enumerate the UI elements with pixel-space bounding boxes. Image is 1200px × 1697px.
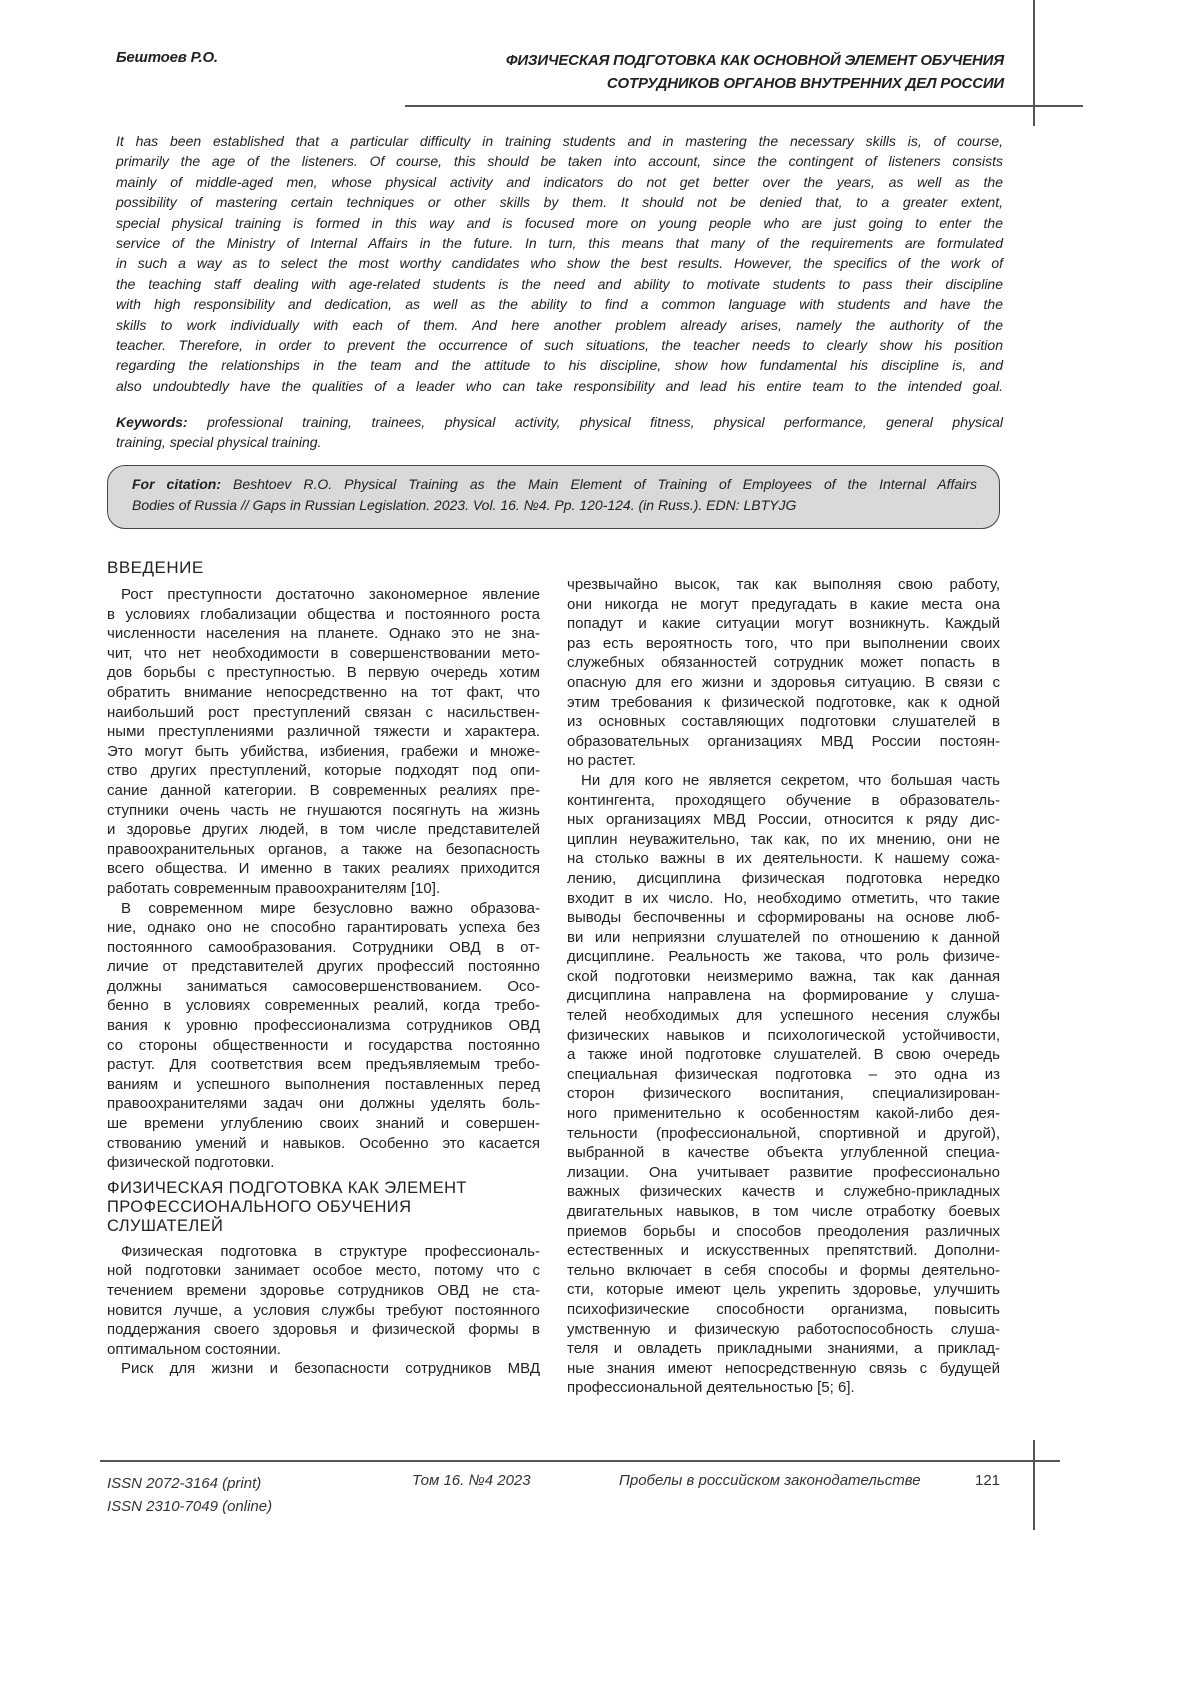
text-line: на столько важны в их деятельности. К нашему сожа- [567,849,1000,869]
journal-name: Пробелы в российском законодательстве [619,1472,921,1489]
text-line: with high responsibility and dedication, as well as the ability to find a common language with students and have the [116,294,1003,314]
text-line: вания к уровню профессионализма сотрудников ОВД [107,1016,540,1036]
text-line: приемов борьбы и способов преодоления различных [567,1222,1000,1242]
text-line: сторон физического воспитания, специализирован- [567,1084,1000,1104]
header-rule [405,105,1083,107]
text-line: лизации. Она учитывает развитие профессионально [567,1163,1000,1183]
text-line: in such a way as to select the most worthy candidates who show the best results. However, the specifics of the work of [116,253,1003,273]
text-line: ство других преступлений, которые подходят под опи- [107,761,540,781]
text-line: правоохранительных органов, а также на безопасность [107,840,540,860]
text-line: сание данной категории. В современных реалиях пре- [107,781,540,801]
text-line: ви или неприязни слушателей по отношению к данной [567,928,1000,948]
text-line: опасную для его жизни и здоровья ситуацию. В связи с [567,673,1000,693]
text-line: образовательных организациях МВД России постоян- [567,732,1000,752]
text-line: из основных составляющих подготовки слушателей в [567,712,1000,732]
keywords [116,412,1003,453]
text-line: special physical training is formed in this way and is focused more on young people who are just going to enter the [116,213,1003,233]
text-line: циплин неуважительно, так как, по их мнению, они не [567,830,1000,850]
text-line: чит, что нет необходимости в совершенствовании мето- [107,644,540,664]
text-line: possibility of mastering certain techniques or other skills by them. It should not be denied that, to a greater extent, [116,192,1003,212]
running-author: Бештоев Р.О. [116,49,218,66]
text-line: и здоровье других людей, в том числе представителей [107,820,540,840]
text-line: психофизические способности организма, повысить [567,1300,1000,1320]
text-line: контингента, проходящего обучение в образователь- [567,791,1000,811]
text-line: also undoubtedly have the qualities of a leader who can take responsibility and lead his entire team to the intended goal. [116,376,1003,396]
text-line: ного применительно к особенностям какой-либо дея- [567,1104,1000,1124]
text-line: тельно включает в себя способы и формы деятельно- [567,1261,1000,1281]
heading-line: ФИЗИЧЕСКАЯ ПОДГОТОВКА КАК ЭЛЕМЕНТ [107,1179,540,1198]
issn-online: ISSN 2310-7049 (online) [107,1495,272,1518]
text-line: важных физических качеств и служебно-прикладных [567,1182,1000,1202]
keywords-text: professional training, trainees, physical activity, physical fitness, physical performance, general physical [188,414,1003,430]
text-line: mainly of middle-aged men, whose physical activity and indicators do not get better over the years, as well as the [116,172,1003,192]
citation-box [107,465,1000,529]
text-line: растут. Для соответствия всем предъявляемым требо- [107,1055,540,1075]
text-line: primarily the age of the listeners. Of course, this should be taken into account, since the contingent of listeners consists [116,151,1003,171]
text-line: Ни для кого не является секретом, что большая часть [567,771,1000,791]
page-number: 121 [975,1472,1000,1489]
text-line: ской подготовки неизмеримо важна, так как данная [567,967,1000,987]
citation-text: Beshtoev R.O. Physical Training as the Main Element of Training of Employees of the Internal Affairs [221,476,977,492]
running-title-line: ФИЗИЧЕСКАЯ ПОДГОТОВКА КАК ОСНОВНОЙ ЭЛЕМЕНТ ОБУЧЕНИЯ [506,49,1004,72]
running-title-line: СОТРУДНИКОВ ОРГАНОВ ВНУТРЕННИХ ДЕЛ РОССИИ [506,72,1004,95]
text-line: ние, однако оно не способно гарантировать успеха без [107,918,540,938]
paragraph [567,575,1000,771]
text-line: телей необходимых для успешного несения службы [567,1006,1000,1026]
text-line: профессиональной деятельностью [5; 6]. [567,1378,1000,1398]
text-line: ступники очень часть не гнушаются посягнуть на жизнь [107,801,540,821]
text-line: естественных и искусственных препятствий. Дополни- [567,1241,1000,1261]
text-line: дисциплина направлена на формирование у слуша- [567,986,1000,1006]
footer-vertical-rule [1033,1440,1035,1530]
text-line: дов борьбы с преступностью. В первую очередь хотим [107,663,540,683]
text-line: правоохранителями задач они должны уделять боль- [107,1094,540,1114]
text-line: выводы беспочвенны и сформированы на основе люб- [567,908,1000,928]
text-line: service of the Ministry of Internal Affairs in the future. In turn, this means that many of the requirements are formulated [116,233,1003,253]
text-line: сти, которые имеют цель укрепить здоровье, улучшить [567,1280,1000,1300]
text-line: всего общества. И именно в таких реалиях приходится [107,859,540,879]
text-line: работать современным правоохранителям [10]. [107,879,540,899]
section-heading [107,1179,540,1236]
text-line: постоянного самообразования. Сотрудники ОВД в от- [107,938,540,958]
text-line: тельности (профессиональной, спортивной и другой), [567,1124,1000,1144]
text-line: со стороны общественности и государства постоянно [107,1036,540,1056]
text-line: поддержания своего здоровья и физической формы в [107,1320,540,1340]
text-line: It has been established that a particular difficulty in training students and in mastering the necessary skills is, of course, [116,131,1003,151]
text-line: оптимальном состоянии. [107,1340,540,1360]
text-line: в условиях глобализации общества и постоянного роста [107,605,540,625]
text-line: Это могут быть убийства, избиения, грабежи и множе- [107,742,540,762]
abstract [116,131,1003,396]
issn-print: ISSN 2072-3164 (print) [107,1472,272,1495]
paragraph [107,1242,540,1360]
paragraph [107,899,540,1173]
text-line: умственную и физическую работоспособность слуша- [567,1320,1000,1340]
text-line: численности населения на планете. Однако это не зна- [107,624,540,644]
text-line: обратить внимание непосредственно на тот факт, что [107,683,540,703]
right-column [567,575,1000,1398]
heading-line: ПРОФЕССИОНАЛЬНОГО ОБУЧЕНИЯ [107,1198,540,1217]
running-title [506,49,1004,95]
text-line: физических навыков и психологической устойчивости, [567,1026,1000,1046]
text-line: ствованию умений и навыков. Особенно это касается [107,1134,540,1154]
keywords-text: training, special physical training. [116,432,1003,452]
text-line: теля и овладеть прикладными знаниями, а приклад- [567,1339,1000,1359]
text-line: новится лучше, а условия службы требуют постоянного [107,1301,540,1321]
text-line: но растет. [567,751,1000,771]
text-line: teacher. Therefore, in order to prevent the occurrence of such situations, the teacher needs to clearly show his position [116,335,1003,355]
text-line: дисциплине. Реальность же такова, что роль физиче- [567,947,1000,967]
paragraph [107,1359,540,1379]
text-line: течением времени здоровье сотрудников ОВД не ста- [107,1281,540,1301]
keywords-label: Keywords: [116,414,188,430]
section-heading [107,558,540,577]
issue-info: Том 16. №4 2023 [412,1472,531,1489]
header-vertical-rule [1033,0,1035,126]
text-line: ными преступлениями различной тяжести и характера. [107,722,540,742]
text-line: физической подготовки. [107,1153,540,1173]
text-line: личие от представителей других профессий постоянно [107,957,540,977]
heading-line: ВВЕДЕНИЕ [107,558,540,577]
issn-block [107,1472,272,1518]
text-line: Физическая подготовка в структуре профессиональ- [107,1242,540,1262]
text-line: должны заниматься самосовершенствованием. Осо- [107,977,540,997]
text-line: Риск для жизни и безопасности сотрудников МВД [107,1359,540,1379]
text-line: skills to work individually with each of them. And here another problem already arises, namely the authority of the [116,315,1003,335]
text-line: двигательных навыков, в том числе отработку боевых [567,1202,1000,1222]
text-line: выбранной в качестве объекта углубленной специа- [567,1143,1000,1163]
left-column [107,558,540,1379]
paragraph [107,585,540,899]
text-line: лению, дисциплина физическая подготовка нередко [567,869,1000,889]
text-line: the teaching staff dealing with age-related students is the need and ability to motivate students to pass their discipline [116,274,1003,294]
footer-rule [100,1460,1060,1462]
text-line: regarding the relationships in the team and the attitude to his discipline, show how fundamental his discipline is, and [116,355,1003,375]
citation-label: For citation: [132,476,221,492]
text-line: а также иной подготовке слушателей. В свою очередь [567,1045,1000,1065]
text-line: этим требования к физической подготовке, как к одной [567,693,1000,713]
paragraph [567,771,1000,1398]
text-line: служебных обязанностей сотрудник может попасть в [567,653,1000,673]
text-line: ше времени углублению своих знаний и совершен- [107,1114,540,1134]
text-line: Рост преступности достаточно закономерное явление [107,585,540,605]
heading-line: СЛУШАТЕЛЕЙ [107,1217,540,1236]
text-line: чрезвычайно высок, так как выполняя свою работу, [567,575,1000,595]
text-line: ные знания имеют непосредственную связь с будущей [567,1359,1000,1379]
text-line: специальная физическая подготовка – это одна из [567,1065,1000,1085]
text-line: бенно в условиях современных реалий, когда требо- [107,996,540,1016]
text-line: ной подготовки занимает особое место, потому что с [107,1261,540,1281]
text-line: ваниям и успешного выполнения поставленных перед [107,1075,540,1095]
text-line: ных организациях МВД России, относится к ряду дис- [567,810,1000,830]
text-line: попадут и какие ситуации могут возникнуть. Каждый [567,614,1000,634]
text-line: входит в их число. Но, необходимо отметить, что такие [567,889,1000,909]
text-line: В современном мире безусловно важно образова- [107,899,540,919]
text-line: наибольший рост преступлений связан с насильствен- [107,703,540,723]
text-line: раз есть вероятность того, что при выполнении своих [567,634,1000,654]
text-line: они никогда не могут предугадать в какие места она [567,595,1000,615]
citation-text: Bodies of Russia // Gaps in Russian Legislation. 2023. Vol. 16. №4. Pp. 120-124. (in Russ.). EDN: LBTYJG [132,495,977,516]
